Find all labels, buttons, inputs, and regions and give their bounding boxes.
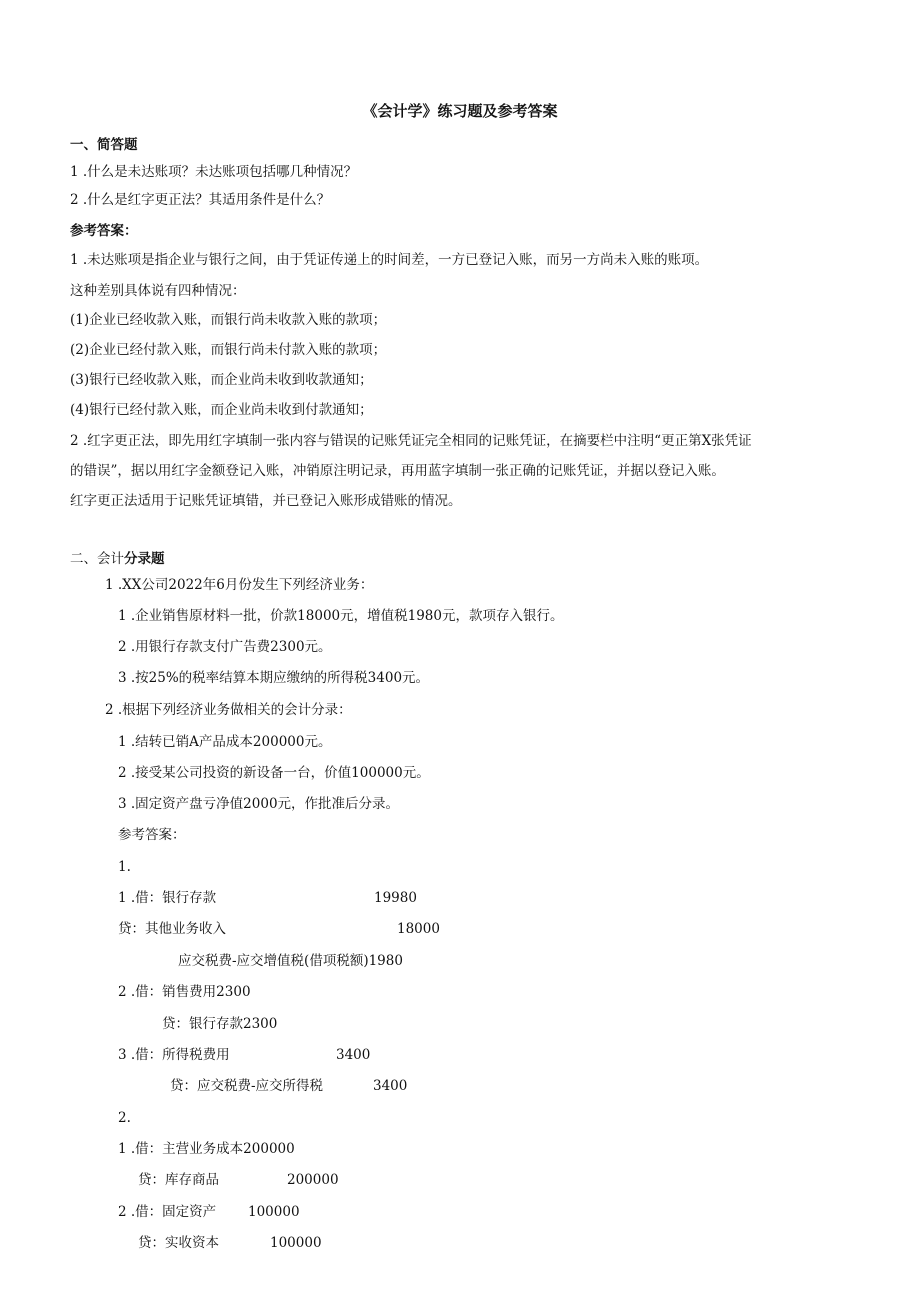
answer-line-3: (1)企业已经收款入账，而银行尚未收款入账的款项； xyxy=(70,312,387,328)
q1-intro: 1 .XX公司2022年6月份发生下列经济业务： xyxy=(105,577,374,593)
ans2-entry2-debit-amount: 100000 xyxy=(248,1204,300,1220)
ans2-entry2-credit-amount: 100000 xyxy=(270,1235,322,1251)
q1-item-2: 2 .用银行存款支付广告费2300元。 xyxy=(118,639,332,655)
section2-heading-plain: 二、会计 xyxy=(70,551,124,567)
ans1-entry3-debit: 3 .借：所得税费用 xyxy=(118,1047,230,1063)
answer2-label: 2. xyxy=(118,1110,131,1126)
ans2-entry1-credit-amount: 200000 xyxy=(287,1172,339,1188)
answer-line-1: 1 .未达账项是指企业与银行之间，由于凭证传递上的时间差，一方已登记入账，而另一方尚未入账的账项。 xyxy=(70,252,709,268)
ans1-entry1-debit: 1 .借：银行存款 xyxy=(118,890,217,906)
ans1-entry3-credit-amount: 3400 xyxy=(373,1078,408,1094)
ans2-entry2-debit: 2 .借：固定资产 xyxy=(118,1204,217,1220)
ans2-entry1-debit: 1 .借：主营业务成本200000 xyxy=(118,1141,295,1157)
answer-line-6: (4)银行已经付款入账，而企业尚未收到付款通知； xyxy=(70,402,373,418)
answer-line-2: 这种差别具体说有四种情况： xyxy=(70,283,246,299)
answer-line-7: 2 .红字更正法，即先用红字填制一张内容与错误的记账凭证完全相同的记账凭证，在摘要栏中注明“更正第X张凭证 xyxy=(70,433,752,449)
ans1-entry3-debit-amount: 3400 xyxy=(336,1047,371,1063)
document-title: 《会计学》练习题及参考答案 xyxy=(362,102,558,120)
q1-item-3: 3 .按25%的税率结算本期应缴纳的所得税3400元。 xyxy=(118,670,430,686)
answer-line-8: 的错误”，据以用红字金额登记入账，冲销原注明记录，再用蓝字填制一张正确的记账凭证，并据以登记入账。 xyxy=(70,463,725,479)
question-1: 1 .什么是未达账项？未达账项包括哪几种情况？ xyxy=(70,164,358,180)
answer-line-4: (2)企业已经付款入账，而银行尚未付款入账的款项； xyxy=(70,342,387,358)
section1-heading: 一、简答题 xyxy=(70,137,138,153)
section1-answer-heading: 参考答案： xyxy=(70,223,138,239)
ans1-entry1-credit: 贷：其他业务收入 xyxy=(118,921,226,937)
section2-answer-heading: 参考答案： xyxy=(118,827,186,843)
q2-item-3: 3 .固定资产盘亏净值2000元，作批准后分录。 xyxy=(118,796,400,812)
question-2: 2 .什么是红字更正法？其适用条件是什么？ xyxy=(70,192,331,208)
q2-item-1: 1 .结转已销A产品成本200000元。 xyxy=(118,734,332,750)
answer-line-5: (3)银行已经收款入账，而企业尚未收到收款通知； xyxy=(70,372,373,388)
answer-line-9: 红字更正法适用于记账凭证填错，并已登记入账形成错账的情况。 xyxy=(70,493,462,509)
ans2-entry1-credit: 贷：库存商品 xyxy=(138,1172,219,1188)
ans1-entry2-credit: 贷：银行存款2300 xyxy=(162,1016,278,1032)
q1-item-1: 1 .企业销售原材料一批，价款18000元，增值税1980元，款项存入银行。 xyxy=(118,608,564,624)
section2-heading-bold: 分录题 xyxy=(124,551,165,567)
ans1-entry1-credit2: 应交税费-应交增值税(借项税额)1980 xyxy=(178,953,403,969)
answer1-label: 1. xyxy=(118,859,131,875)
q2-intro: 2 .根据下列经济业务做相关的会计分录： xyxy=(105,702,352,718)
ans1-entry1-credit-amount: 18000 xyxy=(397,921,440,937)
ans1-entry1-debit-amount: 19980 xyxy=(374,890,417,906)
ans2-entry2-credit: 贷：实收资本 xyxy=(138,1235,219,1251)
q2-item-2: 2 .接受某公司投资的新设备一台，价值100000元。 xyxy=(118,765,430,781)
section2-heading xyxy=(70,550,165,568)
ans1-entry3-credit: 贷：应交税费-应交所得税 xyxy=(170,1078,324,1094)
ans1-entry2-debit: 2 .借：销售费用2300 xyxy=(118,984,251,1000)
